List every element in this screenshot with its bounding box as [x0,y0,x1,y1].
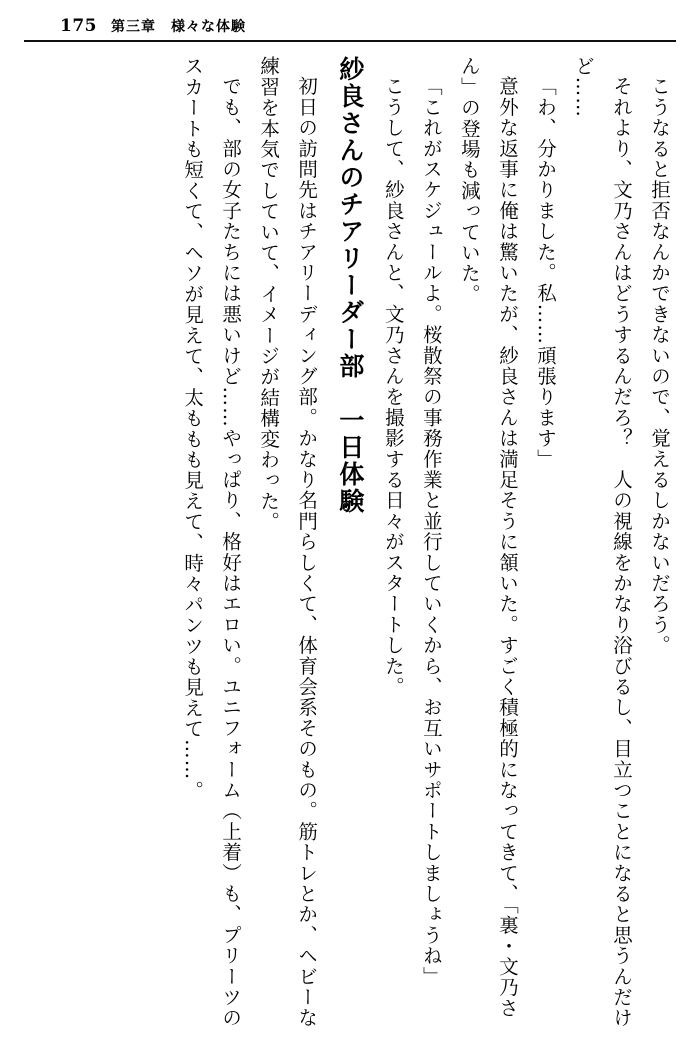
chapter-label: 第三章 様々な体験 [111,19,246,35]
vertical-text-column [26,56,678,1032]
page-header [60,12,660,40]
page-number: 175 [60,16,97,36]
section-heading: 紗良さんのチアリーダー部 一日体験 [335,56,365,515]
paragraph: こうして、紗良さんと、文乃さんを撮影する日々がスタートした。 [381,75,405,697]
paragraph: 初日の訪問先はチアリーディング部。かなり名門らしくて、体育会系そのもの。筋トレとか、ヘビーな練習を本気でしていて、イメージが結構変わった。 [257,56,319,1028]
header-divider [24,40,676,42]
paragraph: それより、文乃さんはどうするんだろ？ 人の視線をかなり浴びるし、目立つことになると思うんだけど…… [571,56,633,1028]
paragraph: 意外な返事に俺は驚いたが、紗良さんは満足そうに頷いた。すごく積極的になってきて、「裏・文乃さん」の登場も減っていた。 [457,56,519,1018]
paragraph: 「わ、分かりました。私……頑張ります」 [533,75,557,469]
page-body [26,56,678,1032]
paragraph: こうなると拒否なんかできないので、覚えるしかないだろう。 [648,75,671,656]
paragraph: 「これがスケジュールよ。桜散祭の事務作業と並行していくから、お互いサポートしましょうね」 [419,75,443,987]
paragraph: でも、部の女子たちには悪いけど……やっぱり、格好はエロい。ユニフォーム（上着）も、プリーツのスカートも短くて、ヘソが見えて、太ももも見えて、時々パンツも見えて……。 [181,56,243,1028]
